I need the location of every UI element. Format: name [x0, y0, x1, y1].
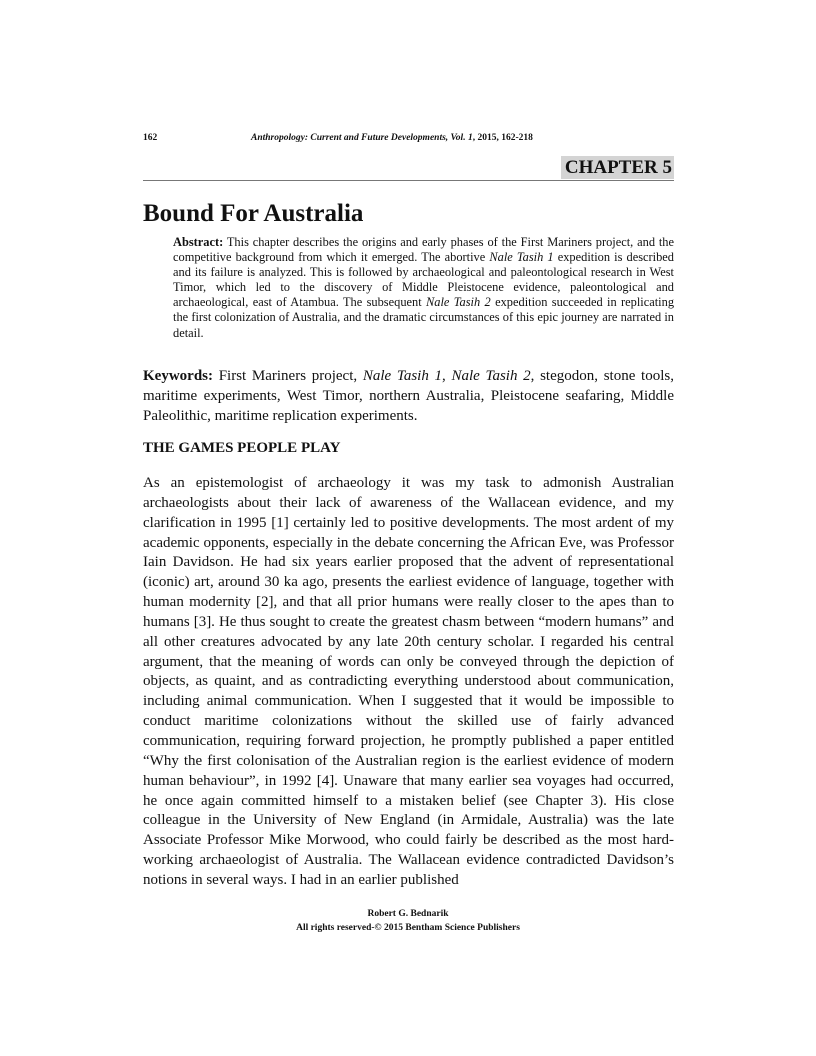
- keywords-text: First Mariners project,: [213, 368, 363, 384]
- journal-name: Anthropology: Current and Future Developments, Vol. 1: [251, 133, 473, 143]
- abstract: [173, 235, 674, 341]
- abstract-text: expedition is described and its failure is analyzed. This is followed by archaeological and paleontological research in West Timor, which led to the discovery of Middle Pleistocene evidence, paleontological and archaeological, east of Atambua. The subsequent: [173, 250, 675, 310]
- keywords-italic: Nale Tasih 2: [451, 368, 531, 384]
- abstract-label: Abstract:: [173, 235, 224, 249]
- abstract-italic: Nale Tasih 2: [426, 295, 491, 310]
- body-text: [143, 474, 674, 891]
- abstract-text: expedition succeeded in replicating the first colonization of Australia, and the dramatic circumstances of this epic journey are narrated in detail.: [173, 295, 675, 340]
- keywords-text: , stegodon, stone tools, maritime experiments, West Timor, northern Australia, Pleistocene seafaring, Middle Paleolithic, maritime replication experiments.: [143, 368, 674, 424]
- abstract-italic: Nale Tasih 1: [489, 250, 554, 265]
- abstract-text: This chapter describes the origins and early phases of the First Mariners project, and the competitive background from which it emerged. The abortive: [173, 235, 674, 265]
- section-heading: THE GAMES PEOPLE PLAY: [143, 440, 341, 456]
- header-rule: [143, 180, 674, 181]
- keywords: [143, 367, 674, 426]
- body-paragraph: As an epistemologist of archaeology it was my task to admonish Australian archaeologists about their lack of awareness of the Wallacean evidence, and my clarification in 1995 [1] certainly led to positive developments. The most ardent of my academic opponents, especially in the debate concerning the African Eve, was Professor Iain Davidson. He had six years earlier proposed that the advent of representational (iconic) art, around 30 ka ago, presents the earliest evidence of language, together with human modernity [2], and that all prior humans were really closer to the apes than to humans [3]. He thus sought to create the greatest chasm between “modern humans” and all other creatures advocated by any late 20th century scholar. I regarded his central argument, that the meaning of words can only be conveyed through the depiction of objects, as quaint, and as contradicting everything understood about communication, including animal communication. When I suggested that it would be impossible to conduct maritime colonizations without the skilled use of fairly advanced communication, requiring forward projection, he promptly published a paper entitled “Why the first colonisation of the Australian region is the earliest evidence of modern human behaviour”, in 1992 [4]. Unaware that many earlier sea voyages had occurred, he once again committed himself to a mistaken belief (see Chapter 3). His close colleague in the University of New England (in Armidale, Australia) was the late Associate Professor Mike Morwood, who could fairly be described as the most hard-working archaeologist of Australia. The Wallacean evidence contradicted Davidson’s notions in several ways. I had in an earlier published: [143, 475, 674, 888]
- journal-citation: [251, 133, 533, 143]
- footer-copyright: All rights reserved-© 2015 Bentham Science Publishers: [296, 923, 520, 933]
- keywords-label: Keywords:: [143, 368, 213, 384]
- keywords-text: ,: [442, 368, 452, 384]
- chapter-title: Bound For Australia: [143, 200, 364, 227]
- page-number: 162: [143, 133, 158, 143]
- chapter-label: CHAPTER 5: [561, 156, 674, 179]
- keywords-italic: Nale Tasih 1: [362, 368, 443, 384]
- footer-author: Robert G. Bednarik: [367, 909, 449, 919]
- journal-year-pages: , 2015, 162-218: [472, 133, 533, 143]
